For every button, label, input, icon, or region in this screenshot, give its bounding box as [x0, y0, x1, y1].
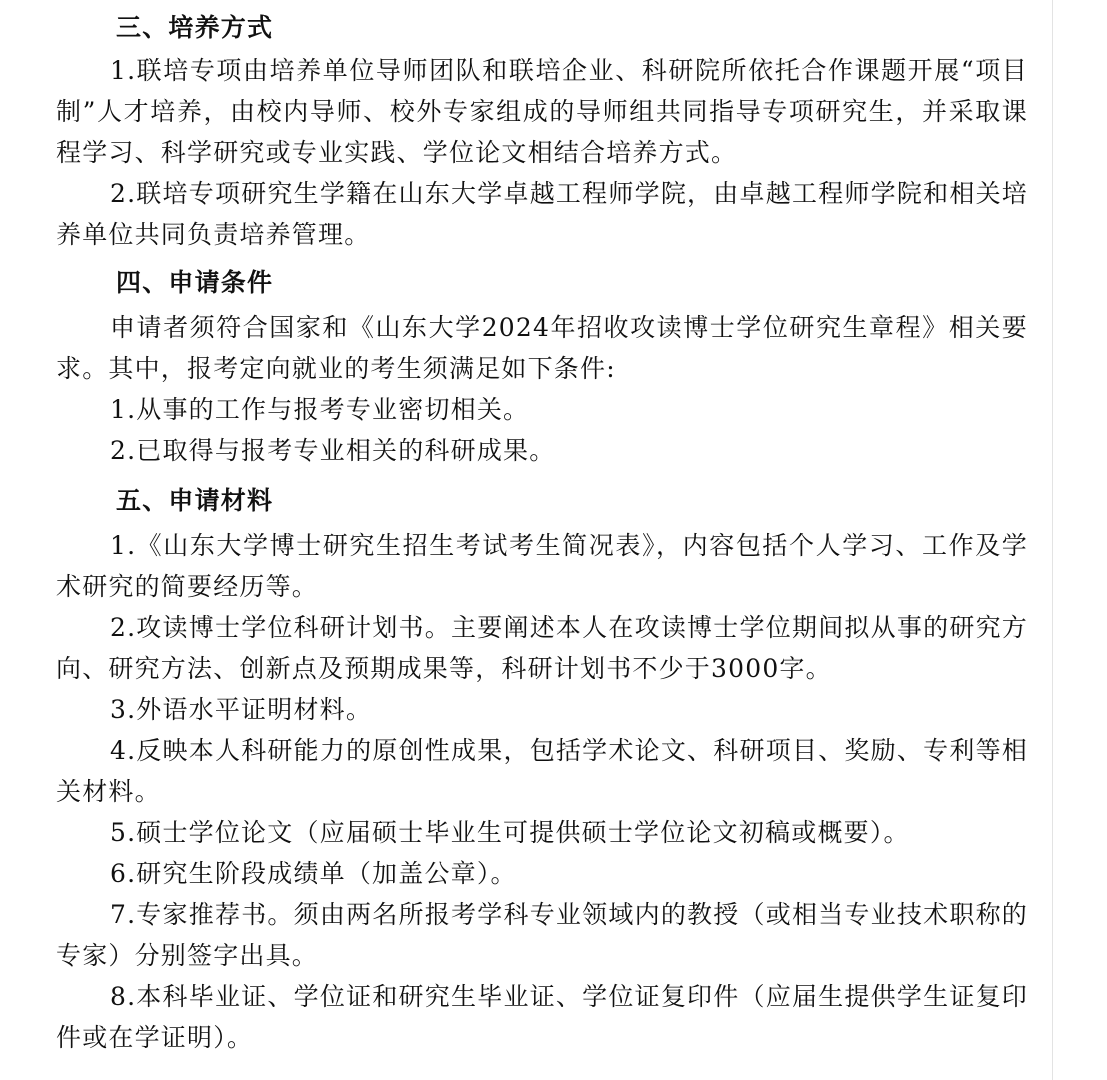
training-item-2: 2.联培专项研究生学籍在山东大学卓越工程师学院，由卓越工程师学院和相关培养单位共同负责培养管理。	[56, 179, 1028, 249]
materials-item-5: 5.硕士学位论文（应届硕士毕业生可提供硕士学位论文初稿或概要）。	[110, 818, 910, 847]
section-heading-training-mode: 三、培养方式	[116, 13, 274, 42]
materials-item-4: 4.反映本人科研能力的原创性成果，包括学术论文、科研项目、奖励、专利等相关材料。	[56, 736, 1028, 806]
document-content	[56, 6, 1028, 1058]
training-item-1: 1.联培专项由培养单位导师团队和联培企业、科研院所依托合作课题开展“项目制”人才培养，由校内导师、校外专家组成的导师组共同指导专项研究生，并采取课程学习、科学研究或专业实践、学位论文相结合培养方式。	[56, 56, 1028, 167]
materials-item-1: 1.《山东大学博士研究生招生考试考生简况表》，内容包括个人学习、工作及学术研究的简要经历等。	[56, 531, 1028, 601]
materials-item-6: 6.研究生阶段成绩单（加盖公章）。	[110, 859, 517, 888]
materials-item-8: 8.本科毕业证、学位证和研究生毕业证、学位证复印件（应届生提供学生证复印件或在学证明）。	[56, 982, 1028, 1052]
section-heading-application-materials: 五、申请材料	[116, 486, 274, 515]
conditions-item-1: 1.从事的工作与报考专业密切相关。	[110, 395, 530, 424]
conditions-intro: 申请者须符合国家和《山东大学2024年招收攻读博士学位研究生章程》相关要求。其中，报考定向就业的考生须满足如下条件:	[56, 313, 1028, 383]
page-edge-divider	[1052, 0, 1053, 1080]
section-heading-application-conditions: 四、申请条件	[116, 268, 274, 297]
materials-item-7: 7.专家推荐书。须由两名所报考学科专业领域内的教授（或相当专业技术职称的专家）分别签字出具。	[56, 900, 1028, 970]
conditions-item-2: 2.已取得与报考专业相关的科研成果。	[110, 436, 556, 465]
materials-item-2: 2.攻读博士学位科研计划书。主要阐述本人在攻读博士学位期间拟从事的研究方向、研究方法、创新点及预期成果等，科研计划书不少于3000字。	[56, 613, 1028, 683]
materials-item-3: 3.外语水平证明材料。	[110, 695, 373, 724]
